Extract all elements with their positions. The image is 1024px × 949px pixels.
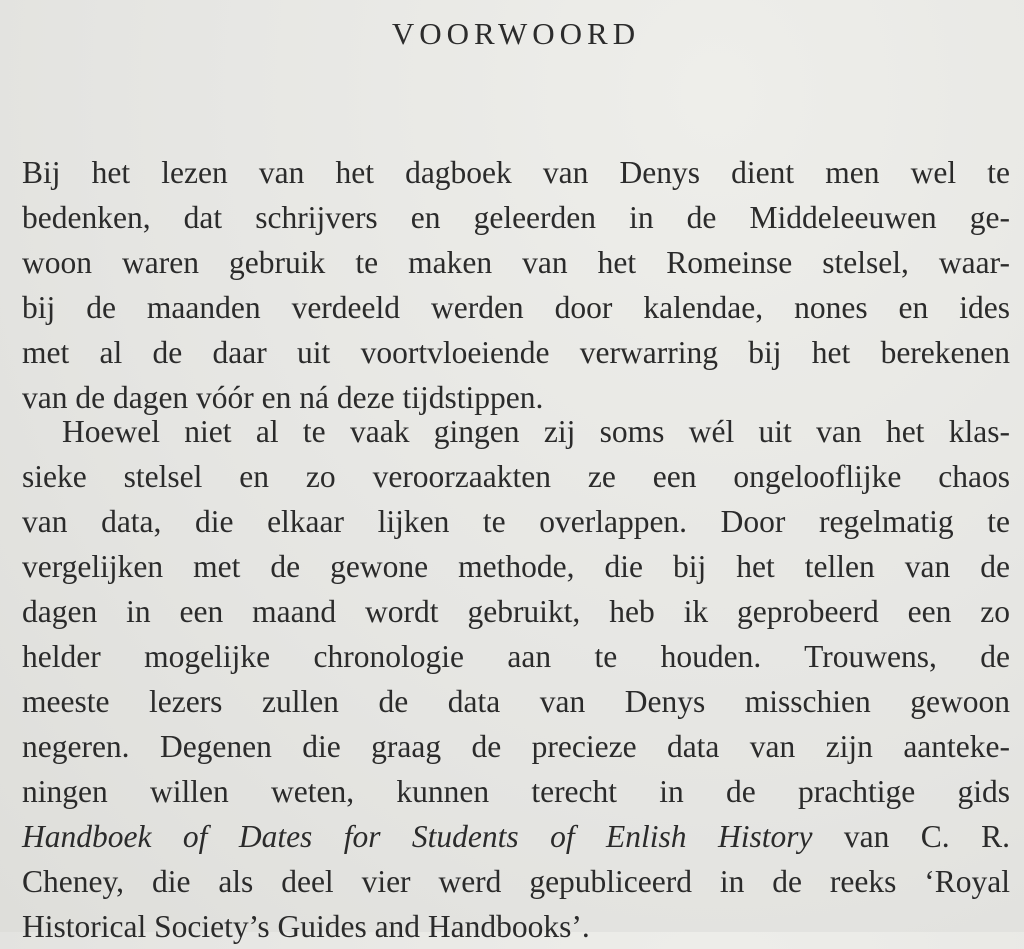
text-line: met al de daar uit voortvloeiende verwarring bij het berekenen: [22, 335, 1010, 370]
text-fragment: van C. R.: [812, 819, 1010, 854]
text-line: bedenken, dat schrijvers en geleerden in de Middeleeuwen ge-: [22, 200, 1010, 235]
text-line: Hoewel niet al te vaak gingen zij soms wél uit van het klas-: [62, 414, 1010, 449]
page-heading: VOORWOORD: [391, 16, 641, 51]
book-page: [22, 0, 1010, 944]
text-line: woon waren gebruik te maken van het Romeinse stelsel, waar-: [22, 245, 1010, 280]
text-line: Bij het lezen van het dagboek van Denys dient men wel te: [22, 155, 1010, 190]
text-line: helder mogelijke chronologie aan te houden. Trouwens, de: [22, 639, 1010, 674]
book-title-italic: Handboek of Dates for Students of Enlish History: [22, 819, 813, 854]
text-line: ningen willen weten, kunnen terecht in de prachtige gids: [22, 774, 1010, 809]
paragraph-2: [22, 409, 1010, 949]
text-line: van data, die elkaar lijken te overlappen. Door regelmatig te: [22, 504, 1010, 539]
text-line: vergelijken met de gewone methode, die bij het tellen van de: [22, 549, 1010, 584]
text-line: bij de maanden verdeeld werden door kalendae, nones en ides: [22, 290, 1010, 325]
text-line: dagen in een maand wordt gebruikt, heb ik geprobeerd een zo: [22, 594, 1010, 629]
text-line: negeren. Degenen die graag de precieze data van zijn aanteke-: [22, 729, 1010, 764]
text-line: Historical Society’s Guides and Handbooks’.: [22, 909, 590, 944]
text-line: van de dagen vóór en ná deze tijdstippen.: [22, 380, 544, 415]
text-line: Cheney, die als deel vier werd gepubliceerd in de reeks ‘Royal: [22, 864, 1010, 899]
text-line: meeste lezers zullen de data van Denys misschien gewoon: [22, 684, 1010, 719]
paragraph-1: [22, 150, 1010, 420]
text-line-with-title: [22, 814, 1010, 859]
text-line: sieke stelsel en zo veroorzaakten ze een ongelooflijke chaos: [22, 459, 1010, 494]
